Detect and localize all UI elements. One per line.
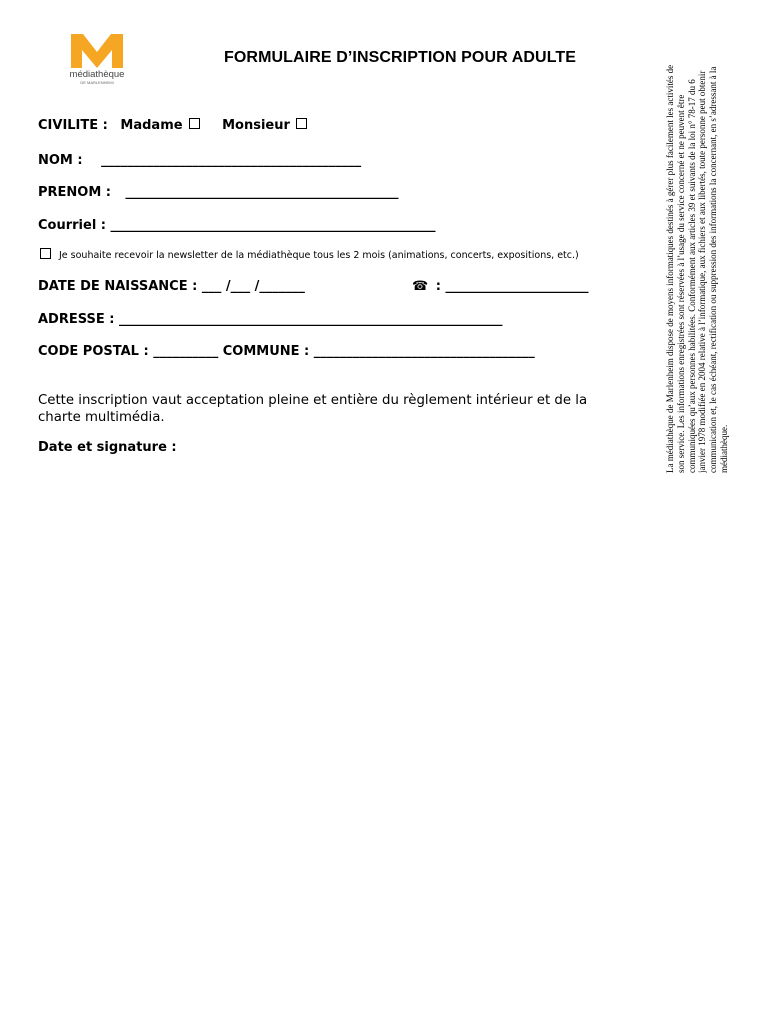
madame-checkbox[interactable] <box>189 118 200 129</box>
signature-label: Date et signature : <box>38 440 177 455</box>
nom-row <box>38 153 361 168</box>
logo-word: médiathèque <box>69 69 125 80</box>
logo-subtitle: DE MARLENHEIM <box>80 80 114 85</box>
civilite-label: CIVILITE : <box>38 118 108 133</box>
prenom-label: PRENOM : <box>38 185 112 200</box>
newsletter-row <box>40 248 579 261</box>
code-postal-field[interactable]: __________ <box>153 344 219 359</box>
courriel-field[interactable]: __________________________________________________ <box>110 218 436 233</box>
nom-field[interactable]: ________________________________________ <box>101 153 362 168</box>
prenom-field[interactable]: __________________________________________ <box>125 185 399 200</box>
code-postal-row <box>38 344 535 359</box>
nom-label: NOM : <box>38 153 83 168</box>
adresse-field[interactable]: ___________________________________________________________ <box>119 312 503 327</box>
adresse-label: ADRESSE : <box>38 312 115 327</box>
page-title: FORMULAIRE D’INSCRIPTION POUR ADULTE <box>224 49 577 66</box>
privacy-note-text: La médiathèque de Marlenheim dispose de moyens informatiques destinés à gérer plus facilement les activités de son service. Les informations enregistrées sont réservées à l’usage du service concerné et ne peuvent être communiquées qu’aux personnes habilitées. Conformément aux articles 39 et suivants de la loi n° 78-17 du 6 janvier 1978 modifiée en 2004 relative à l’informatique, aux fichiers et aux libertés, toute personne peut obtenir communication et, le cas échéant, rectification ou suppression des informations la concernant, en s’adressant à la médiathèque. <box>665 64 729 473</box>
telephone-label: : <box>435 279 441 294</box>
civilite-row <box>38 118 307 133</box>
telephone-field[interactable]: ______________________ <box>445 279 589 294</box>
naissance-field[interactable]: ___ /___ /_______ <box>201 279 305 294</box>
madame-label: Madame <box>120 118 183 133</box>
monsieur-checkbox[interactable] <box>296 118 307 129</box>
prenom-row <box>38 185 399 200</box>
phone-icon: ☎ <box>412 279 429 294</box>
mediatheque-logo <box>63 28 131 90</box>
commune-label: COMMUNE : <box>222 344 310 359</box>
naissance-label: DATE DE NAISSANCE : <box>38 279 198 294</box>
courriel-label: Courriel : <box>38 218 107 233</box>
code-postal-label: CODE POSTAL : <box>38 344 149 359</box>
telephone-row <box>412 279 588 294</box>
acceptance-text: Cette inscription vaut acceptation pleine et entière du règlement intérieur et de la charte multimédia. <box>38 393 588 425</box>
commune-field[interactable]: __________________________________ <box>313 344 535 359</box>
logo-m-mark <box>63 28 131 72</box>
privacy-note <box>665 58 747 473</box>
newsletter-label: Je souhaite recevoir la newsletter de la médiathèque tous les 2 mois (animations, concerts, expositions, etc.) <box>59 250 579 261</box>
naissance-row <box>38 279 305 294</box>
newsletter-checkbox[interactable] <box>40 248 51 259</box>
adresse-row <box>38 312 503 327</box>
monsieur-label: Monsieur <box>222 118 290 133</box>
courriel-row <box>38 218 436 233</box>
